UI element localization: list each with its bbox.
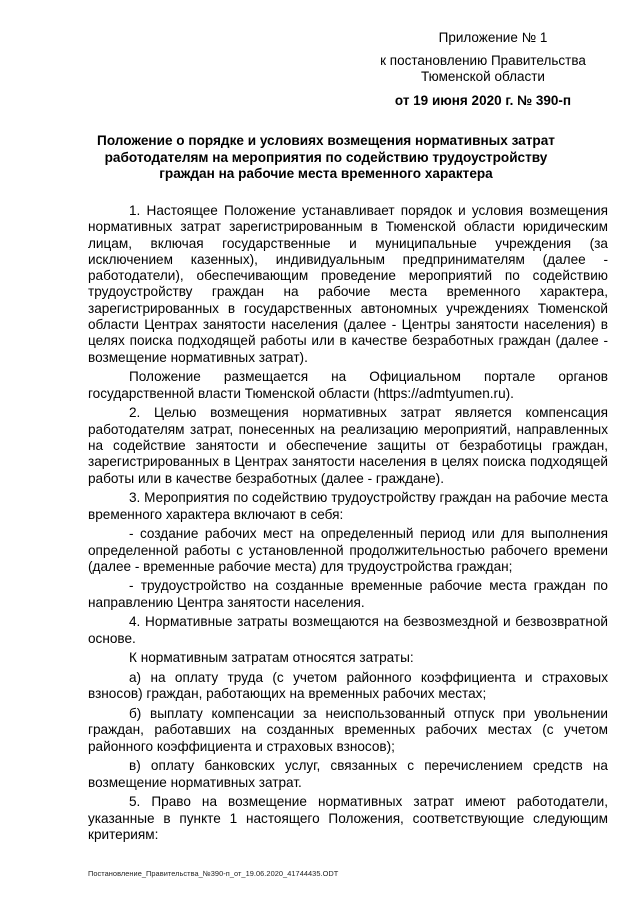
paragraph: - трудоустройство на созданные временные рабочие места граждан по направлению Центра занятости населения. — [88, 578, 608, 610]
paragraph: 1. Настоящее Положение устанавливает порядок и условия возмещения нормативных затрат зарегистрированным в Тюменской области юридическим лицам, включая государственные и муниципальные учреждения (за исключением казенных), индивидуальным предпринимателям (далее - работодатели), обеспечивающим проведение мероприятий по содействию трудоустройству граждан на рабочие места временного характера, зарегистрированных в государственных автономных учреждениях Тюменской области Центрах занятости населения (далее - Центры занятости населения) в целях поиска подходящей работы или в качестве безработных граждан (далее - возмещение нормативных затрат). — [88, 203, 608, 365]
resolution-reference: к постановлению Правительства — [380, 53, 586, 68]
paragraph: 2. Целью возмещения нормативных затрат является компенсация работодателям затрат, понесенных на реализацию мероприятий, направленных на содействие занятости и обеспечение защиты от безработицы граждан, зарегистрированных в Центрах занятости населения в целях поиска подходящей работы или в качестве безработных (далее - граждане). — [88, 405, 608, 486]
paragraph: в) оплату банковских услуг, связанных с перечислением средств на возмещение нормативных затрат. — [88, 758, 608, 790]
paragraph: К нормативным затратам относятся затраты: — [129, 650, 414, 666]
document-title: Положение о порядке и условиях возмещения нормативных затрат работодателям на мероприятия по содействию трудоустройству граждан на рабочие места временного характера — [97, 133, 555, 181]
paragraph: б) выплату компенсации за неиспользованный отпуск при увольнении граждан, работавших на созданных временных рабочих местах (с учетом районного коэффициента и страховых взносов); — [88, 706, 608, 754]
paragraph: 4. Нормативные затраты возмещаются на безвозмездной и безвозвратной основе. — [88, 614, 608, 646]
document-body — [88, 203, 608, 847]
region-name: Тюменской области — [421, 69, 545, 84]
paragraph: - создание рабочих мест на определенный период или для выполнения определенной работы с установленной продолжительностью рабочего времени (далее - временные рабочие места) для трудоустройства граждан; — [88, 526, 608, 574]
resolution-date-number: от 19 июня 2020 г. № 390-п — [394, 93, 572, 108]
file-name-footer: Постановление_Правительства_№390-п_от_19.06.2020_41744435.ODT — [88, 869, 339, 878]
paragraph: 3. Мероприятия по содействию трудоустройству граждан на рабочие места временного характера включают в себя: — [88, 490, 608, 522]
paragraph: Положение размещается на Официальном портале органов государственной власти Тюменской области (https://admtyumen.ru). — [88, 369, 608, 401]
paragraph: а) на оплату труда (с учетом районного коэффициента и страховых взносов) граждан, работающих на временных рабочих местах; — [88, 670, 608, 702]
paragraph: 5. Право на возмещение нормативных затрат имеют работодатели, указанные в пункте 1 настоящего Положения, соответствующие следующим критериям: — [88, 794, 608, 842]
annex-number: Приложение № 1 — [438, 30, 548, 45]
